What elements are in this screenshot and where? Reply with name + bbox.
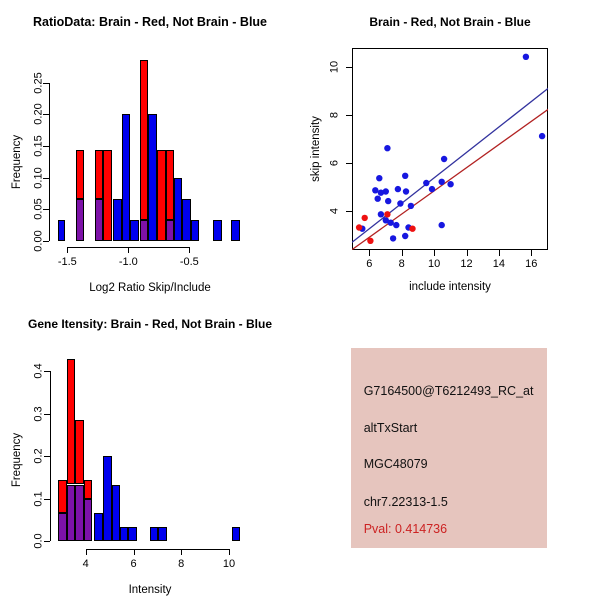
x-tick-label: 14 bbox=[492, 258, 506, 270]
p-value: Pval: 0.414736 bbox=[363, 522, 448, 537]
x-tick-label: -0.5 bbox=[179, 256, 199, 269]
scatter-point-brain bbox=[367, 238, 373, 244]
histogram-bar-segment bbox=[157, 150, 165, 240]
scatter-point-brain bbox=[361, 215, 367, 221]
scatter-point-not-brain bbox=[390, 235, 396, 241]
histogram-bar-segment bbox=[213, 220, 222, 241]
histogram-bar-segment bbox=[95, 150, 103, 198]
histogram-bar-segment bbox=[103, 456, 111, 541]
scatter-point-not-brain bbox=[438, 222, 444, 228]
gene-histogram-plot bbox=[0, 300, 300, 600]
histogram-bar-segment bbox=[76, 150, 84, 198]
histogram-bar-segment bbox=[128, 527, 137, 541]
x-tick-mark bbox=[86, 549, 87, 555]
gene-info-box bbox=[351, 348, 547, 548]
y-tick-label: 0.0 bbox=[32, 533, 45, 549]
y-tick-label: 8 bbox=[328, 111, 341, 118]
x-tick-mark bbox=[369, 250, 370, 256]
splice-event-type: altTxStart bbox=[363, 421, 418, 436]
scatter-point-not-brain bbox=[387, 220, 393, 226]
panel-gene-info bbox=[300, 300, 600, 600]
y-tick-label: 4 bbox=[328, 207, 341, 215]
gene-y-axis-label: Frequency bbox=[11, 432, 23, 488]
y-tick-mark bbox=[44, 371, 50, 372]
y-tick-label: 0.05 bbox=[32, 198, 45, 220]
y-tick-label: 0.10 bbox=[32, 166, 45, 189]
y-tick-mark bbox=[44, 456, 50, 457]
histogram-bar-segment bbox=[103, 150, 111, 240]
x-tick-mark bbox=[467, 250, 468, 256]
y-tick-label: 0.3 bbox=[32, 405, 45, 422]
histogram-bar-segment bbox=[130, 220, 139, 241]
ratio-x-axis-label: Log2 Ratio Skip/Include bbox=[89, 282, 211, 294]
histogram-bar-segment bbox=[191, 220, 199, 241]
scatter-canvas bbox=[352, 48, 549, 250]
scatter-point-not-brain bbox=[402, 189, 408, 195]
scatter-title: Brain - Red, Not Brain - Blue bbox=[369, 15, 531, 29]
x-tick-label: 8 bbox=[398, 258, 405, 270]
histogram-bar-segment bbox=[120, 527, 128, 541]
histogram-bar-segment bbox=[84, 480, 93, 498]
x-tick-label: 6 bbox=[130, 558, 137, 571]
y-tick-label: 10 bbox=[328, 60, 341, 73]
histogram-bar-segment bbox=[150, 527, 158, 541]
x-tick-mark bbox=[434, 250, 435, 256]
histogram-bar-segment bbox=[58, 513, 67, 541]
scatter-point-not-brain bbox=[423, 180, 429, 186]
panel-gene-histogram bbox=[0, 300, 300, 600]
x-tick-label: 16 bbox=[525, 258, 538, 270]
histogram-bar-segment bbox=[75, 485, 83, 542]
y-tick-label: 0.15 bbox=[32, 135, 45, 157]
x-tick-mark bbox=[229, 549, 230, 555]
histogram-bar-segment bbox=[122, 114, 130, 240]
scatter-x-axis-label: include intensity bbox=[409, 281, 491, 293]
histogram-bar-segment bbox=[67, 359, 76, 485]
scatter-point-not-brain bbox=[402, 173, 408, 179]
histogram-bar-segment bbox=[67, 485, 76, 542]
gene-x-axis-label: Intensity bbox=[128, 584, 172, 596]
gene-histogram-title: Gene Itensity: Brain - Red, Not Brain - Blue bbox=[27, 317, 273, 331]
gene-symbol: MGC48079 bbox=[363, 457, 428, 472]
y-axis-line bbox=[49, 83, 50, 241]
histogram-bar-segment bbox=[140, 60, 149, 220]
panel-ratio-histogram bbox=[0, 0, 300, 300]
histogram-bar-segment bbox=[84, 499, 93, 542]
y-axis-line bbox=[50, 371, 51, 541]
scatter-point-not-brain bbox=[382, 189, 388, 195]
x-tick-label: 4 bbox=[82, 558, 89, 571]
scatter-point-brain bbox=[384, 211, 390, 217]
not-brain-fit-line bbox=[352, 88, 549, 242]
genomic-location: chr7.22313-1.5 bbox=[363, 495, 448, 510]
histogram-bar-segment bbox=[112, 485, 120, 542]
x-tick-mark bbox=[134, 549, 135, 555]
scatter-point-not-brain bbox=[447, 181, 453, 187]
x-tick-label: 12 bbox=[460, 258, 473, 270]
y-tick-label: 0.00 bbox=[32, 229, 45, 252]
histogram-bar-segment bbox=[140, 220, 149, 241]
scatter-point-not-brain bbox=[407, 203, 413, 209]
y-tick-label: 6 bbox=[328, 159, 341, 166]
x-axis-line bbox=[86, 549, 230, 550]
scatter-point-not-brain bbox=[428, 186, 434, 192]
x-tick-mark bbox=[181, 549, 182, 555]
scatter-point-not-brain bbox=[394, 186, 400, 192]
y-tick-mark bbox=[44, 499, 50, 500]
histogram-bar-segment bbox=[182, 199, 190, 241]
scatter-point-not-brain bbox=[377, 211, 383, 217]
scatter-plot bbox=[300, 0, 600, 300]
histogram-bar-segment bbox=[158, 527, 167, 541]
x-tick-label: 10 bbox=[427, 258, 441, 270]
histogram-bar-segment bbox=[58, 220, 66, 241]
histogram-bar-segment bbox=[174, 178, 182, 241]
y-tick-label: 0.20 bbox=[32, 103, 45, 126]
scatter-point-not-brain bbox=[441, 156, 447, 162]
ratio-y-axis-label: Frequency bbox=[11, 134, 23, 190]
y-tick-label: 0.1 bbox=[32, 491, 45, 507]
x-tick-label: -1.0 bbox=[118, 256, 138, 269]
scatter-y-axis-label: skip intensity bbox=[310, 116, 322, 182]
x-tick-mark bbox=[189, 247, 190, 253]
x-tick-label: 6 bbox=[366, 258, 373, 270]
histogram-bar-segment bbox=[94, 513, 103, 541]
panel-intensity-scatter bbox=[300, 0, 600, 300]
histogram-bar-segment bbox=[113, 199, 122, 241]
x-tick-mark bbox=[499, 250, 500, 256]
histogram-bar-segment bbox=[166, 150, 174, 219]
x-tick-mark bbox=[531, 250, 532, 256]
histogram-bar-segment bbox=[76, 199, 84, 241]
histogram-bar-segment bbox=[58, 480, 67, 513]
scatter-point-not-brain bbox=[384, 145, 390, 151]
y-tick-label: 0.4 bbox=[32, 363, 45, 379]
x-tick-label: -1.5 bbox=[57, 256, 77, 269]
x-tick-label: 10 bbox=[222, 558, 236, 571]
histogram-bar-segment bbox=[166, 220, 174, 241]
scatter-point-not-brain bbox=[397, 201, 403, 207]
histogram-bar-segment bbox=[232, 527, 241, 541]
x-tick-mark bbox=[67, 247, 68, 253]
scatter-point-not-brain bbox=[385, 198, 391, 204]
x-tick-mark bbox=[402, 250, 403, 256]
scatter-point-not-brain bbox=[393, 222, 399, 228]
y-tick-mark bbox=[44, 414, 50, 415]
probe-id: G7164500@T6212493_RC_at bbox=[363, 384, 534, 399]
y-tick-label: 0.25 bbox=[32, 71, 45, 94]
ratio-histogram-title: RatioData: Brain - Red, Not Brain - Blue bbox=[32, 15, 268, 29]
histogram-bar-segment bbox=[148, 114, 156, 240]
histogram-bar-segment bbox=[231, 220, 240, 241]
x-tick-mark bbox=[128, 247, 129, 253]
y-tick-label: 0.2 bbox=[32, 448, 45, 464]
y-tick-mark bbox=[44, 541, 50, 542]
scatter-point-not-brain bbox=[522, 54, 528, 60]
scatter-point-brain bbox=[356, 225, 362, 231]
scatter-point-not-brain bbox=[372, 187, 378, 193]
scatter-point-not-brain bbox=[438, 179, 444, 185]
histogram-bar-segment bbox=[75, 420, 83, 485]
scatter-point-not-brain bbox=[539, 133, 545, 139]
histogram-bar-segment bbox=[95, 199, 103, 241]
ratio-histogram-plot bbox=[0, 0, 300, 300]
scatter-point-brain bbox=[409, 226, 415, 232]
scatter-point-not-brain bbox=[376, 175, 382, 181]
scatter-point-not-brain bbox=[402, 233, 408, 239]
scatter-point-not-brain bbox=[374, 196, 380, 202]
x-tick-label: 8 bbox=[178, 558, 185, 571]
